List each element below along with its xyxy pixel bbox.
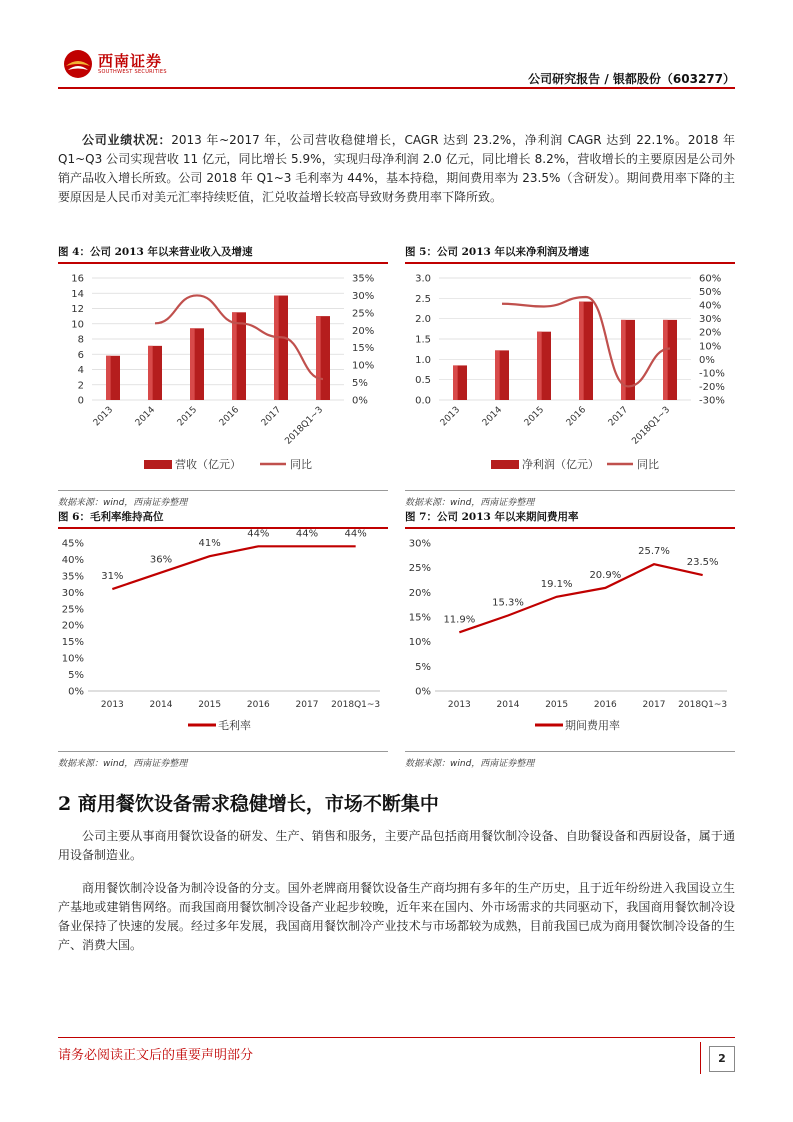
x-tick-label: 2018Q1~3 [331, 700, 381, 710]
y2-tick-label: 25% [352, 308, 375, 320]
figure-6-title: 图 6：毛利率维持高位 [58, 509, 388, 529]
bar-highlight [190, 328, 195, 400]
y-tick-label: 30% [61, 587, 84, 599]
header-divider [58, 87, 735, 89]
y2-tick-label: -10% [699, 368, 725, 380]
x-tick-label: 2018Q1~3 [283, 405, 326, 447]
figure-5-chart [405, 264, 735, 490]
y-tick-label: 0.0 [415, 395, 431, 407]
figure-6-chart [58, 529, 388, 751]
data-label: 25.7% [638, 546, 670, 558]
figure-5-title: 图 5：公司 2013 年以来净利润及增速 [405, 244, 735, 264]
legend-label: 营收（亿元） [175, 458, 241, 471]
legend-bar-swatch [491, 460, 519, 469]
figure-4 [58, 244, 388, 508]
data-label: 23.5% [686, 557, 719, 569]
bar-highlight [106, 356, 111, 400]
y2-tick-label: 30% [699, 314, 722, 326]
bar-highlight [495, 350, 500, 400]
y2-tick-label: 5% [352, 378, 368, 390]
x-tick-label: 2014 [480, 405, 505, 429]
footer-divider [58, 1037, 735, 1038]
y2-tick-label: 40% [699, 300, 722, 312]
data-label: 20.9% [589, 569, 622, 581]
y2-tick-label: -30% [699, 395, 725, 407]
y-tick-label: 2.0 [415, 314, 431, 326]
y-tick-label: 8 [77, 334, 84, 346]
y2-tick-label: 15% [352, 343, 375, 355]
figure-5 [405, 244, 735, 508]
y2-tick-label: -20% [699, 381, 725, 393]
data-label: 44% [295, 529, 319, 540]
y2-tick-label: 10% [352, 360, 375, 372]
x-tick-label: 2014 [496, 700, 520, 710]
y2-tick-label: 10% [699, 341, 722, 353]
y-tick-label: 0% [68, 686, 84, 698]
brand-name: 西南证券 [98, 52, 163, 70]
y-tick-label: 20% [61, 620, 84, 632]
bar-highlight [621, 320, 626, 400]
x-tick-label: 2018Q1~3 [630, 405, 673, 447]
y2-tick-label: 0% [699, 354, 715, 366]
y2-tick-label: 0% [352, 395, 368, 407]
y2-tick-label: 35% [352, 273, 375, 285]
y-tick-label: 1.5 [415, 334, 431, 346]
x-tick-label: 2016 [564, 405, 589, 429]
figure-6-source: 数据来源：wind，西南证券整理 [58, 751, 388, 769]
figure-7-source: 数据来源：wind，西南证券整理 [405, 751, 735, 769]
x-tick-label: 2015 [522, 405, 547, 429]
section-2-title: 2 商用餐饮设备需求稳健增长，市场不断集中 [58, 793, 439, 815]
data-label: 11.9% [443, 614, 476, 626]
data-label: 44% [344, 529, 367, 540]
x-tick-label: 2014 [149, 700, 173, 710]
y-tick-label: 15% [61, 637, 84, 649]
x-tick-label: 2016 [217, 405, 242, 429]
figure-6 [58, 509, 388, 769]
legend-label: 同比 [637, 458, 659, 471]
y-tick-label: 10% [61, 653, 84, 665]
y-tick-label: 4 [77, 365, 84, 376]
y-tick-label: 14 [71, 288, 84, 300]
y-tick-label: 30% [408, 538, 431, 550]
brand-name-en: SOUTHWEST SECURITIES [98, 69, 167, 75]
bar-highlight [453, 365, 458, 400]
y-tick-label: 10 [71, 319, 84, 331]
bar-highlight [537, 332, 542, 400]
y-tick-label: 12 [71, 304, 84, 315]
legend-label: 毛利率 [218, 719, 251, 732]
y-tick-label: 5% [68, 670, 84, 682]
figure-7-title: 图 7：公司 2013 年以来期间费用率 [405, 509, 735, 529]
x-tick-label: 2015 [198, 700, 222, 710]
bar-highlight [232, 312, 237, 400]
y2-tick-label: 60% [699, 273, 722, 285]
intro-text: 2013 年~2017 年，公司营收稳健增长，CAGR 达到 23.2%，净利润 CAGR 达到 22.1%。2018 年 Q1~Q3 公司实现营收 11 亿元，同比增长 5.9%，实现归母净利润 2.0 亿元，同比增长 8.2%，营收增长的主要原因是公司外销产品收入增长所致。公司 2018 年 Q1~3 毛利率为 44%，基本持稳，期间费用率为 23.5%（含研发）。期间费用率下降的主要原因是人民币对美元汇率持续贬值，汇兑收益增长较高导致财务费用率下降所致。 [58, 133, 735, 204]
y-tick-label: 2 [77, 380, 84, 392]
x-tick-label: 2018Q1~3 [678, 700, 728, 710]
legend-label: 同比 [290, 458, 312, 471]
figure-5-source: 数据来源：wind，西南证券整理 [405, 490, 735, 508]
data-label: 41% [198, 538, 221, 550]
x-tick-label: 2013 [438, 405, 463, 429]
y-tick-label: 6 [77, 349, 84, 361]
data-label: 15.3% [492, 597, 524, 609]
y-tick-label: 25% [408, 563, 431, 575]
bar-highlight [663, 320, 668, 400]
intro-paragraph [58, 131, 735, 207]
figure-4-source: 数据来源：wind，西南证券整理 [58, 490, 388, 508]
intro-lead: 公司业绩状况： [82, 133, 172, 147]
y2-tick-label: 30% [352, 290, 375, 302]
x-tick-label: 2017 [642, 700, 666, 710]
legend-label: 期间费用率 [565, 719, 620, 732]
page-number: 2 [709, 1046, 735, 1072]
y2-tick-label: 20% [699, 327, 722, 339]
y-tick-label: 45% [61, 538, 84, 550]
y-tick-label: 3.0 [415, 273, 431, 285]
y2-tick-label: 20% [352, 325, 375, 337]
y-tick-label: 5% [415, 661, 431, 673]
bar-highlight [274, 296, 279, 400]
y-tick-label: 40% [61, 554, 84, 566]
y-tick-label: 20% [408, 587, 431, 599]
logo-emblem-icon [62, 48, 94, 80]
y-tick-label: 0 [77, 395, 84, 407]
x-tick-label: 2015 [545, 700, 569, 710]
x-tick-label: 2013 [91, 405, 116, 429]
x-tick-label: 2016 [246, 700, 270, 710]
report-tag: 公司研究报告 / 银都股份（603277） [528, 72, 735, 86]
x-tick-label: 2017 [606, 405, 631, 429]
data-label: 19.1% [540, 578, 573, 590]
section-2-paragraph-2: 商用餐饮制冷设备为制冷设备的分支。国外老牌商用餐饮设备生产商均拥有多年的生产历史，且于近年纷纷进入我国设立生产基地或建销售网络。而我国商用餐饮制冷设备产业起步较晚，近年来在国内、外市场需求的共同驱动下，我国商用餐饮制冷设备业保持了快速的发展。经过多年发展，我国商用餐饮制冷产业技术与市场都较为成熟，目前我国已成为商用餐饮制冷设备的生产、消费大国。 [58, 881, 735, 952]
y-tick-label: 2.5 [415, 293, 431, 305]
figure-7 [405, 509, 735, 769]
x-tick-label: 2017 [295, 700, 319, 710]
y-tick-label: 0.5 [415, 375, 431, 387]
bar-highlight [148, 346, 153, 400]
y-tick-label: 35% [61, 571, 84, 583]
x-tick-label: 2017 [259, 405, 284, 429]
y-tick-label: 25% [61, 604, 84, 616]
bar-highlight [579, 302, 584, 400]
y-tick-label: 10% [408, 637, 431, 649]
y-tick-label: 1.0 [415, 354, 431, 366]
bar-highlight [316, 316, 321, 400]
data-label: 31% [101, 571, 124, 583]
legend-bar-swatch [144, 460, 172, 469]
x-tick-label: 2015 [175, 405, 200, 429]
footer-vertical-rule [700, 1042, 701, 1074]
figure-4-chart [58, 264, 388, 490]
figure-7-chart [405, 529, 735, 751]
y2-tick-label: 50% [699, 287, 722, 299]
data-label: 44% [247, 529, 270, 540]
section-2-paragraph-1: 公司主要从事商用餐饮设备的研发、生产、销售和服务，主要产品包括商用餐饮制冷设备、自助餐设备和西厨设备，属于通用设备制造业。 [58, 829, 735, 862]
company-logo [62, 48, 172, 80]
y-tick-label: 0% [415, 686, 431, 698]
x-tick-label: 2014 [133, 405, 158, 429]
y-tick-label: 16 [71, 273, 84, 285]
series-line [112, 546, 355, 589]
legend-label: 净利润（亿元） [522, 458, 599, 471]
x-tick-label: 2013 [447, 700, 471, 710]
data-label: 36% [149, 554, 173, 566]
figure-4-title: 图 4：公司 2013 年以来营业收入及增速 [58, 244, 388, 264]
footer-disclaimer: 请务必阅读正文后的重要声明部分 [58, 1048, 254, 1063]
x-tick-label: 2013 [100, 700, 124, 710]
y-tick-label: 15% [408, 612, 431, 624]
x-tick-label: 2016 [593, 700, 617, 710]
